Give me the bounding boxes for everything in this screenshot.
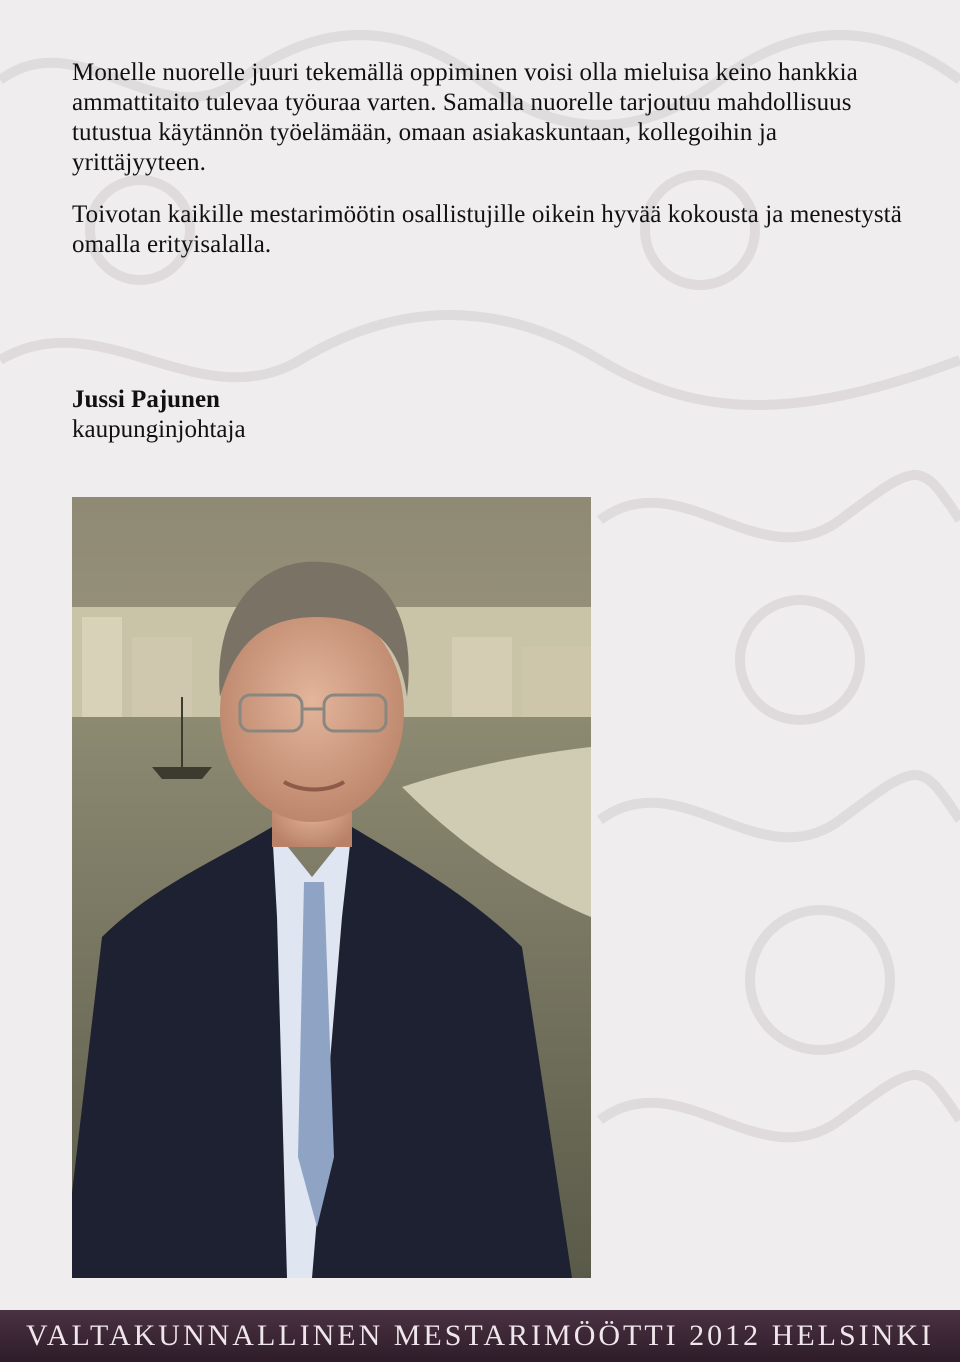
portrait-photo [72, 497, 591, 1278]
footer-title: VALTAKUNNALLINEN MESTARIMÖÖTTI 2012 HELSINKI [26, 1319, 934, 1352]
signature-block [72, 385, 246, 445]
signatory-title: kaupunginjohtaja [72, 416, 246, 443]
signatory-name: Jussi Pajunen [72, 386, 220, 413]
footer-banner [0, 1310, 960, 1362]
paragraph-1: Monelle nuorelle juuri tekemällä oppiminen voisi olla mieluisa keino hankkia ammattitaito tulevaa työuraa varten. Samalla nuorelle tarjoutuu mahdollisuus tutustua käytännön työelämään, omaan asiakaskuntaan, kollegoihin ja yrittäjyyteen. [72, 59, 858, 176]
letter-body [72, 58, 902, 260]
paragraph-2: Toivotan kaikille mestarimöötin osallistujille oikein hyvää kokousta ja menestystä omalla erityisalalla. [72, 201, 902, 258]
